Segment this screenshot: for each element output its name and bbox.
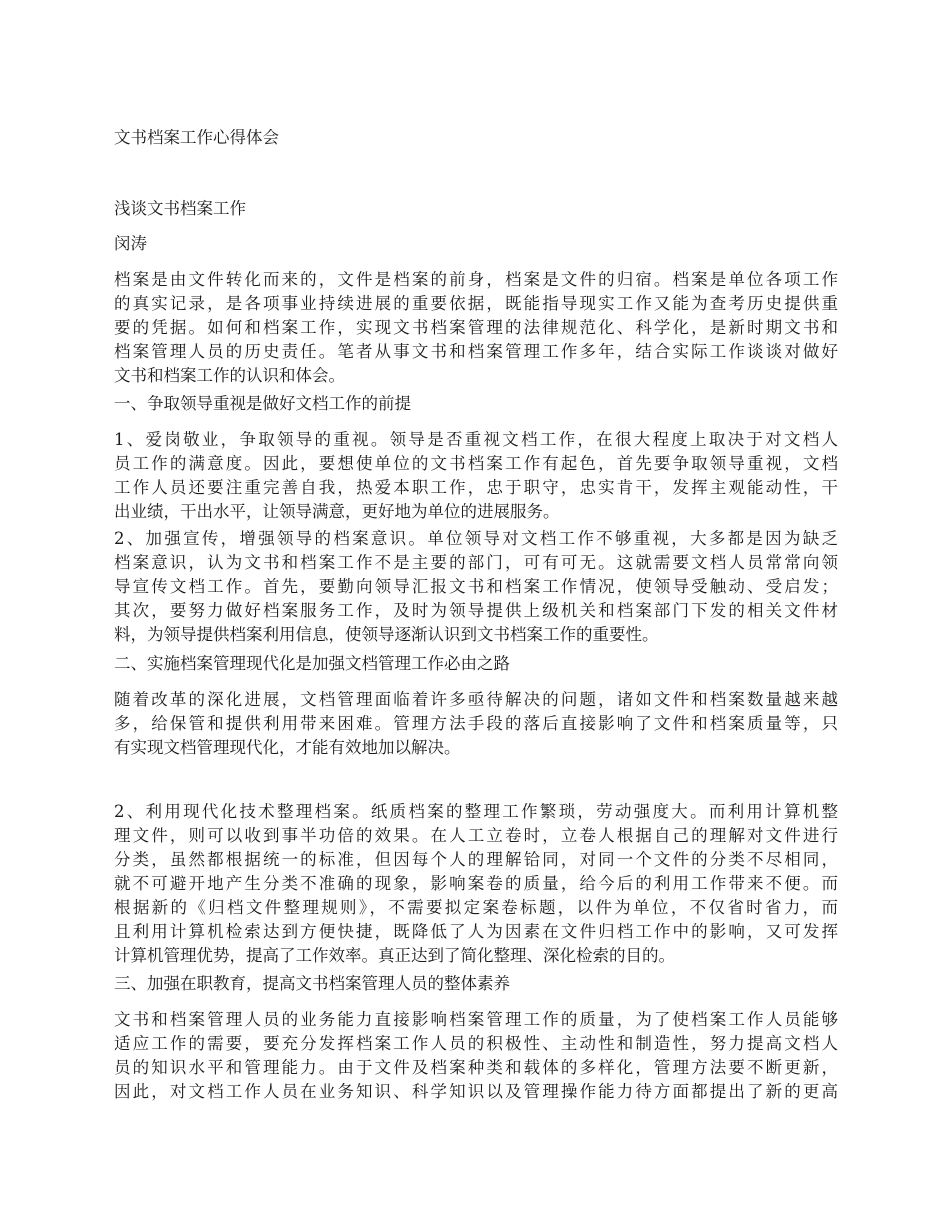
text-line: 档案是由文件转化而来的，文件是档案的前身，档案是文件的归宿。档案是单位各项工作 bbox=[114, 270, 838, 289]
text-line: 计算机管理优势，提高了工作效率。真正达到了简化整理、深化检索的目的。 bbox=[114, 946, 675, 965]
section-heading-2 bbox=[114, 652, 838, 676]
text-line: 员的知识水平和管理能力。由于文件及档案种类和载体的多样化，管理方法要不断更新， bbox=[114, 1058, 838, 1077]
paragraph-2-1 bbox=[114, 688, 838, 760]
paragraph-1-1 bbox=[114, 428, 838, 524]
article-author: 闵涛 bbox=[114, 234, 147, 253]
paragraph-2-2 bbox=[114, 800, 838, 968]
section-heading: 三、加强在职教育，提高文书档案管理人员的整体素养 bbox=[114, 974, 510, 993]
article-subtitle: 浅谈文书档案工作 bbox=[114, 199, 246, 218]
text-line: 员工作的满意度。因此，要想使单位的文书档案工作有起色，首先要争取领导重视，文档 bbox=[114, 454, 838, 473]
text-line: 适应工作的需要，要充分发挥档案工作人员的积极性、主动性和制造性，努力提高文档人 bbox=[114, 1034, 838, 1053]
text-line: 根据新的《归档文件整理规则》，不需要拟定案卷标题，以件为单位，不仅省时省力，而 bbox=[114, 898, 838, 917]
text-line: 2、利用现代化技术整理档案。纸质档案的整理工作繁琐，劳动强度大。而利用计算机整 bbox=[114, 802, 838, 821]
document-title: 文书档案工作心得体会 bbox=[114, 128, 279, 147]
text-line: 导宣传文档工作。首先，要勤向领导汇报文书和档案工作情况，使领导受触动、受启发； bbox=[114, 577, 838, 596]
section-heading-1 bbox=[114, 392, 838, 416]
text-line: 有实现文档管理现代化，才能有效地加以解决。 bbox=[114, 738, 461, 757]
text-line: 出业绩，干出水平，让领导满意，更好地为单位的进展服务。 bbox=[114, 502, 560, 521]
text-line: 料，为领导提供档案利用信息，使领导逐渐认识到文书档案工作的重要性。 bbox=[114, 625, 659, 644]
text-line: 1、爱岗敬业，争取领导的重视。领导是否重视文档工作，在很大程度上取决于对文档人 bbox=[114, 430, 838, 449]
paragraph-1-2 bbox=[114, 527, 838, 647]
text-line: 且利用计算机检索达到方便快捷，既降低了人为因素在文件归档工作中的影响，又可发挥 bbox=[114, 922, 838, 941]
text-line: 文书和档案管理人员的业务能力直接影响档案管理工作的质量，为了使档案工作人员能够 bbox=[114, 1010, 838, 1029]
text-line: 工作人员还要注重完善自我，热爱本职工作，忠于职守，忠实肯干，发挥主观能动性，干 bbox=[114, 478, 838, 497]
text-line: 分类，虽然都根据统一的标准，但因每个人的理解铪同，对同一个文件的分类不尽相同， bbox=[114, 850, 838, 869]
text-line: 随着改革的深化进展，文档管理面临着许多亟待解决的问题，诸如文件和档案数量越来越 bbox=[114, 690, 838, 709]
paragraph-3-1 bbox=[114, 1008, 838, 1104]
section-heading-3 bbox=[114, 972, 838, 996]
text-line: 档案管理人员的历史责任。笔者从事文书和档案管理工作多年，结合实际工作谈谈对做好 bbox=[114, 342, 838, 361]
paragraph-intro bbox=[114, 268, 838, 388]
text-line: 因此，对文档工作人员在业务知识、科学知识以及管理操作能力待方面都提出了新的更高 bbox=[114, 1082, 838, 1101]
text-line: 文书和档案工作的认识和体会。 bbox=[114, 366, 345, 385]
text-line: 档案意识，认为文书和档案工作不是主要的部门，可有可无。这就需要文档人员常常向领 bbox=[114, 553, 838, 572]
text-line: 要的凭据。如何和档案工作，实现文书档案管理的法律规范化、科学化，是新时期文书和 bbox=[114, 318, 838, 337]
text-line: 2、加强宣传，增强领导的档案意识。单位领导对文档工作不够重视，大多都是因为缺乏 bbox=[114, 529, 838, 548]
text-line: 其次，要努力做好档案服务工作，及时为领导提供上级机关和档案部门下发的相关文件材 bbox=[114, 601, 838, 620]
text-line: 理文件，则可以收到事半功倍的效果。在人工立卷时，立卷人根据自己的理解对文件进行 bbox=[114, 826, 838, 845]
section-heading: 一、争取领导重视是做好文档工作的前提 bbox=[114, 394, 411, 413]
section-heading: 二、实施档案管理现代化是加强文档管理工作必由之路 bbox=[114, 654, 510, 673]
text-line: 就不可避开地产生分类不准确的现象，影响案卷的质量，给今后的利用工作带来不便。而 bbox=[114, 874, 838, 893]
text-line: 的真实记录，是各项事业持续进展的重要依据，既能指导现实工作又能为查考历史提供重 bbox=[114, 294, 838, 313]
text-line: 多，给保管和提供利用带来困难。管理方法手段的落后直接影响了文件和档案质量等，只 bbox=[114, 714, 838, 733]
